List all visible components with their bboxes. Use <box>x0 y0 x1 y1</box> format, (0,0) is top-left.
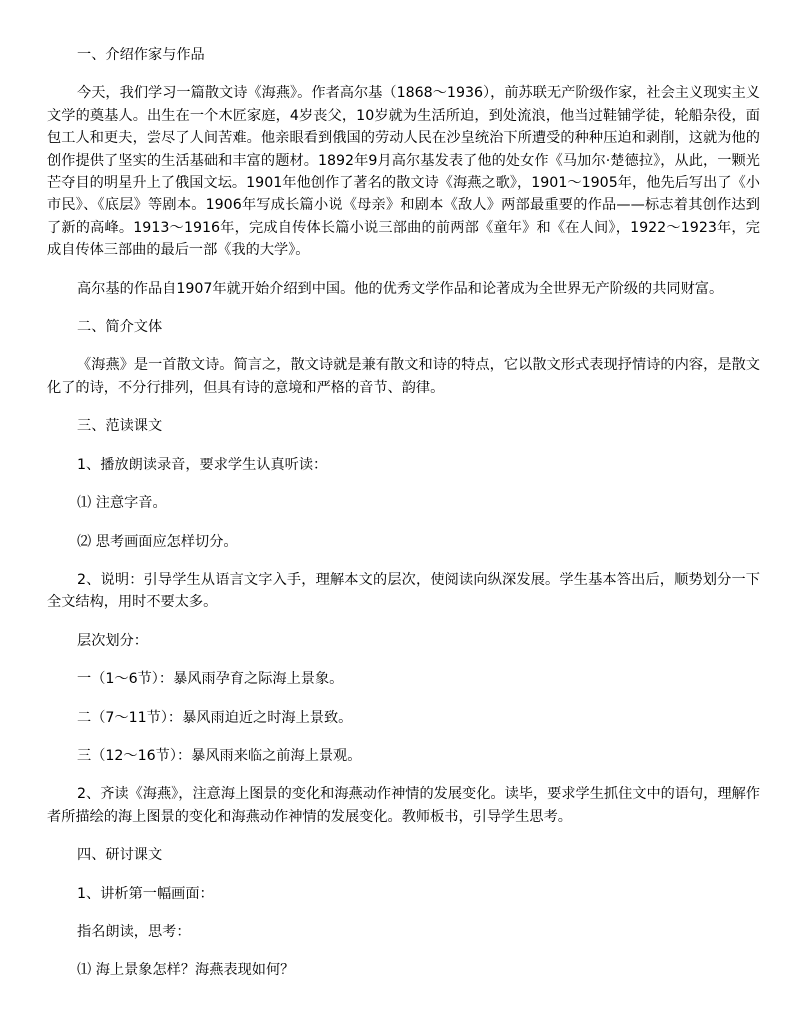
reading-step-2: 2、说明：引导学生从语言文字入手，理解本文的层次，使阅读向纵深发展。学生基本答出后，顺势划分一下全文结构，用时不要太多。 <box>47 571 760 611</box>
author-introduction-paragraph: 今天，我们学习一篇散文诗《海燕》。作者高尔基（1868～1936），前苏联无产阶级作家，社会主义现实主义文学的奠基人。出生在一个木匠家庭，4岁丧父，10岁就为生活所迫，到处流浪，他当过鞋铺学徒，轮船杂役，面包工人和更夫，尝尽了人间苦难。他亲眼看到俄国的劳动人民在沙皇统治下所遭受的种种压迫和剥削，这就为他的创作提供了坚实的生活基础和丰富的题材。1892年9月高尔基发表了他的处女作《马加尔·楚德拉》，从此，一颗光芒夺目的明星升上了俄国文坛。1901年他创作了著名的散文诗《海燕之歌》，1901～1905年，他先后写出了《小市民》、《底层》等剧本。1906年写成长篇小说《母亲》和剧本《敌人》两部最重要的作品——标志着其创作达到了新的高峰。1913～1916年，完成自传体长篇小说三部曲的前两部《童年》和《在人间》，1922～1923年，完成自传体三部曲的最后一部《我的大学》。 <box>47 85 760 259</box>
layer-2: 二（7～11节）：暴风雨迫近之时海上景致。 <box>77 709 353 726</box>
genre-paragraph: 《海燕》是一首散文诗。简言之，散文诗就是兼有散文和诗的特点，它以散文形式表现抒情诗的内容，是散文化了的诗，不分行排列，但具有诗的意境和严格的音节、韵律。 <box>47 357 760 396</box>
works-in-china-paragraph: 高尔基的作品自1907年就开始介绍到中国。他的优秀文学作品和论著成为全世界无产阶级的共同财富。 <box>77 280 724 297</box>
layer-3: 三（12～16节）：暴风雨来临之前海上景观。 <box>77 747 362 764</box>
study-prompt: 指名朗读，思考： <box>77 923 191 940</box>
reading-sub-2: ⑵ 思考画面应怎样切分。 <box>77 533 238 550</box>
section-heading-genre: 二、简介文体 <box>77 319 163 336</box>
layers-title: 层次划分： <box>77 632 148 649</box>
layer-1: 一（1～6节）：暴风雨孕育之际海上景象。 <box>77 671 344 688</box>
study-step-1: 1、讲析第一幅画面： <box>77 885 214 902</box>
section-heading-study: 四、研讨课文 <box>77 847 163 864</box>
section-heading-reading: 三、范读课文 <box>77 418 163 435</box>
study-question-1: ⑴ 海上景象怎样？海燕表现如何？ <box>77 962 295 979</box>
reading-step-1: 1、播放朗读录音，要求学生认真听读： <box>77 456 328 473</box>
reading-sub-1: ⑴ 注意字音。 <box>77 495 167 512</box>
section-heading-intro: 一、介绍作家与作品 <box>77 47 205 63</box>
reading-step-3: 2、齐读《海燕》，注意海上图景的变化和海燕动作神情的发展变化。读毕，要求学生抓住文中的语句，理解作者所描绘的海上图景的变化和海燕动作神情的发展变化。教师板书，引导学生思考。 <box>47 786 760 825</box>
